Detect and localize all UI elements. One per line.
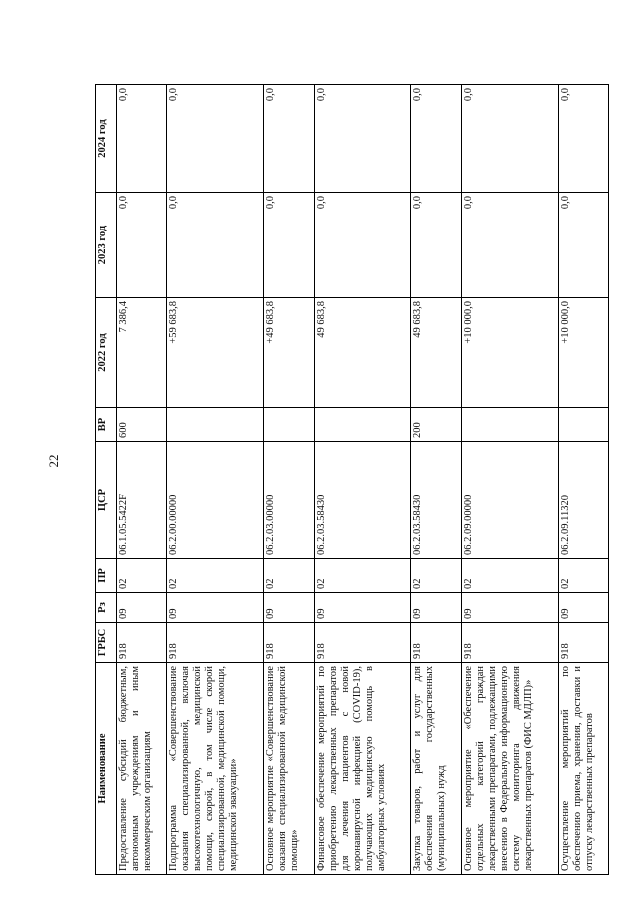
- cell-2022: 7 386,4: [117, 298, 167, 408]
- table-row: [117, 85, 167, 875]
- cell-pr: 02: [411, 559, 461, 593]
- cell-2022: +59 683,8: [167, 298, 264, 408]
- cell-2024: 0,0: [117, 85, 167, 193]
- cell-name: Подпрограмма «Совершенствование оказания специализированной, включая высокотехнологичную, медицинской помощи, скорой, в том числе скорой специализированной, медицинской помощи, медицинской эвакуации»: [167, 663, 264, 875]
- cell-name: Закупка товаров, работ и услуг для обеспечения государственных (муниципальных) нужд: [411, 663, 461, 875]
- table-row: [314, 85, 411, 875]
- cell-2022: +10 000,0: [461, 298, 558, 408]
- header-2022: 2022 год: [96, 298, 117, 408]
- header-2024: 2024 год: [96, 85, 117, 193]
- table-row: [167, 85, 264, 875]
- budget-table-rotated: [95, 85, 609, 875]
- cell-2024: 0,0: [558, 85, 608, 193]
- table-row: [264, 85, 314, 875]
- cell-vr: [558, 408, 608, 442]
- cell-2022: +10 000,0: [558, 298, 608, 408]
- cell-name: Основное мероприятие «Совершенствование оказания специализированной медицинской помощи»: [264, 663, 314, 875]
- header-pr: ПР: [96, 559, 117, 593]
- cell-2023: 0,0: [167, 193, 264, 298]
- cell-vr: [167, 408, 264, 442]
- cell-grbs: 918: [264, 623, 314, 663]
- cell-2023: 0,0: [558, 193, 608, 298]
- cell-name: Предоставление субсидий бюджетным, автономным учреждениям и иным некоммерческим организациям: [117, 663, 167, 875]
- cell-2023: 0,0: [411, 193, 461, 298]
- cell-grbs: 918: [314, 623, 411, 663]
- cell-2023: 0,0: [264, 193, 314, 298]
- table-row: [558, 85, 608, 875]
- cell-name: Финансовое обеспечение мероприятий по приобретению лекарственных препаратов для лечения пациентов с новой коронавирусной инфекцией (COVID-19), получающих медицинскую помощь в амбулаторных условиях: [314, 663, 411, 875]
- cell-2022: +49 683,8: [264, 298, 314, 408]
- cell-vr: 600: [117, 408, 167, 442]
- cell-2024: 0,0: [167, 85, 264, 193]
- cell-2024: 0,0: [264, 85, 314, 193]
- cell-2023: 0,0: [314, 193, 411, 298]
- cell-grbs: 918: [167, 623, 264, 663]
- cell-pr: 02: [461, 559, 558, 593]
- cell-pr: 02: [558, 559, 608, 593]
- cell-rz: 09: [558, 593, 608, 623]
- page-number: 22: [46, 454, 61, 468]
- cell-csr: 06.2.09.00000: [461, 442, 558, 559]
- cell-rz: 09: [411, 593, 461, 623]
- table-header-row: [96, 85, 117, 875]
- cell-2024: 0,0: [314, 85, 411, 193]
- cell-rz: 09: [117, 593, 167, 623]
- cell-2022: 49 683,8: [314, 298, 411, 408]
- cell-2024: 0,0: [461, 85, 558, 193]
- cell-name: Основное мероприятие «Обеспечение отдельных категорий граждан лекарственными препаратами, подлежащими внесению в Федеральную информационную систему мониторинга движения лекарственных препаратов (ФИС МДЛП)»: [461, 663, 558, 875]
- cell-grbs: 918: [117, 623, 167, 663]
- cell-rz: 09: [314, 593, 411, 623]
- header-vr: ВР: [96, 408, 117, 442]
- cell-grbs: 918: [558, 623, 608, 663]
- cell-pr: 02: [314, 559, 411, 593]
- cell-csr: 06.2.03.58430: [314, 442, 411, 559]
- cell-csr: 06.2.03.00000: [264, 442, 314, 559]
- budget-table: [95, 84, 609, 875]
- cell-csr: 06.1.05.5422F: [117, 442, 167, 559]
- header-csr: ЦСР: [96, 442, 117, 559]
- cell-vr: [461, 408, 558, 442]
- cell-csr: 06.2.09.11320: [558, 442, 608, 559]
- cell-pr: 02: [117, 559, 167, 593]
- cell-grbs: 918: [411, 623, 461, 663]
- cell-2024: 0,0: [411, 85, 461, 193]
- table-row: [461, 85, 558, 875]
- table-row: [411, 85, 461, 875]
- cell-csr: 06.2.03.58430: [411, 442, 461, 559]
- cell-pr: 02: [264, 559, 314, 593]
- cell-grbs: 918: [461, 623, 558, 663]
- cell-vr: [314, 408, 411, 442]
- cell-2023: 0,0: [117, 193, 167, 298]
- header-2023: 2023 год: [96, 193, 117, 298]
- header-rz: Рз: [96, 593, 117, 623]
- cell-rz: 09: [461, 593, 558, 623]
- cell-vr: [264, 408, 314, 442]
- cell-vr: 200: [411, 408, 461, 442]
- cell-2022: 49 683,8: [411, 298, 461, 408]
- cell-2023: 0,0: [461, 193, 558, 298]
- cell-name: Осуществление мероприятий по обеспечению приема, хранения, доставки и отпуску лекарственных препаратов: [558, 663, 608, 875]
- cell-pr: 02: [167, 559, 264, 593]
- header-name: Наименование: [96, 663, 117, 875]
- cell-rz: 09: [264, 593, 314, 623]
- cell-rz: 09: [167, 593, 264, 623]
- cell-csr: 06.2.00.00000: [167, 442, 264, 559]
- header-grbs: ГРБС: [96, 623, 117, 663]
